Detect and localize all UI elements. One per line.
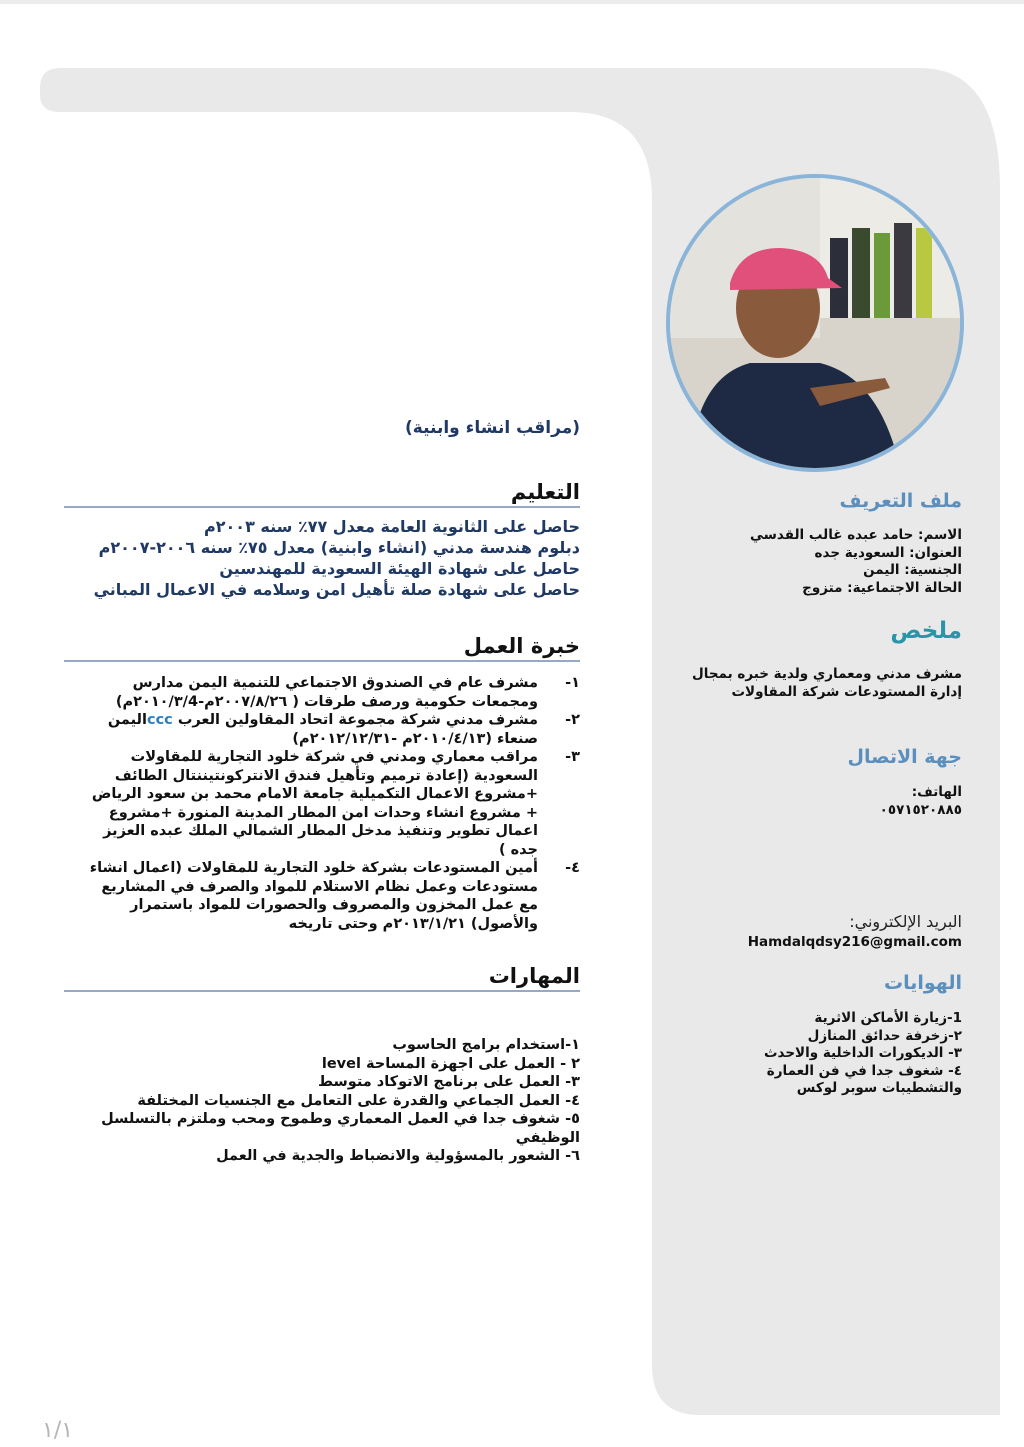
profile-name: الاسم: حامد عبده غالب القدسي [750, 527, 962, 543]
hobby-item: ٣- الديكورات الداخلية والاحدث [763, 1045, 962, 1061]
item-text: مراقب معماري ومدني في شركة خلود التجارية للمقاولات السعودية (إعادة ترميم وتأهيل فندق الانتركونتيننتال الطائف +مشروع الاعمال التكميلية جامعة الامام محمد بن سعود الرياض + مشروع انشاء وحدات امن المطار المدينة المنورة +مشروع اعمال تطوير وتنفيذ مدخل المطار الشمالي الملك عبده العزيز جده ) [91, 749, 538, 858]
skill-item: ٣- العمل على برنامج الاتوكاد متوسط [317, 1074, 580, 1090]
item-text: مشرف عام في الصندوق الاجتماعي للتنمية اليمن مدارس ومجمعات حكومية ورصف طرقات ( ٢٠٠٧/٨/٢٦م-٢٠١٠/٣/4م) [115, 675, 538, 710]
skill-item: ٢ - العمل على اجهزة المساحة level [321, 1055, 580, 1072]
item-number: ٢- [565, 712, 580, 728]
hobby-item: ٤- شغوف جدا في فن العمارة والتشطيبات سوبر لوكس [766, 1062, 962, 1096]
education-item: حاصل على شهادة الهيئة السعودية للمهندسين [219, 559, 580, 578]
profile-photo [666, 174, 964, 472]
job-title: (مراقب انشاء وابنية) [405, 418, 580, 438]
item-text-part: اليمن صنعاء (٢٠١٠/٤/١٣م -٢٠١٢/١٢/٣١م) [107, 712, 538, 747]
skill-item: ٦- الشعور بالمسؤولية والانضباط والجدية في العمل [216, 1148, 580, 1164]
experience-item [80, 711, 580, 748]
phone-label: الهاتف: [911, 784, 962, 800]
item-text-part: مشرف مدني شركة مجموعة اتحاد المقاولين العرب [172, 712, 538, 728]
profile-nationality: الجنسية: اليمن [863, 562, 962, 578]
profile-marital-status: الحالة الاجتماعية: متزوج [802, 579, 962, 596]
experience-heading: خبرة العمل [64, 634, 580, 662]
profile-details [662, 527, 962, 597]
hobbies-list [732, 1010, 962, 1098]
email-value[interactable]: Hamdalqdsy216@gmail.com [747, 934, 962, 950]
experience-item [80, 859, 580, 933]
summary-heading: ملخص [890, 618, 962, 644]
page-number: ١/١ [42, 1418, 74, 1443]
hobby-item: ٢-زخرفة حدائق المنازل [807, 1027, 962, 1044]
education-heading: التعليم [64, 480, 580, 508]
hobby-item: 1-زيارة الأماكن الاثرية [814, 1010, 962, 1026]
contact-heading: جهة الاتصال [847, 746, 962, 768]
experience-item [80, 748, 580, 859]
education-item: دبلوم هندسة مدني (انشاء وابنية) معدل ٧٥٪ سنه ٢٠٠٦-٢٠٠٧م [98, 538, 580, 557]
skill-item: ٤- العمل الجماعي والقدرة على التعامل مع الجنسيات المختلفة [137, 1092, 580, 1109]
hobbies-heading: الهوايات [884, 972, 962, 994]
item-number: ٣- [565, 749, 580, 765]
skills-list [80, 1036, 580, 1166]
summary-text: مشرف مدني ومعماري ولدية خبره بمجال إدارة المستودعات شركة المقاولات [692, 666, 962, 700]
education-item: حاصل على شهادة صلة تأهيل امن وسلامه في الاعمال المباني [93, 580, 580, 599]
skill-item: ٥- شغوف جدا في العمل المعماري وطموح ومحب وملتزم بالتسلسل الوظيفي [101, 1111, 580, 1146]
email-label: البريد الإلكتروني: [849, 912, 962, 931]
experience-list [80, 674, 580, 933]
item-text [80, 711, 538, 748]
skill-item: ١-استخدام برامج الحاسوب [392, 1037, 580, 1053]
skills-heading: المهارات [64, 964, 580, 992]
company-abbrev: ccc [146, 712, 173, 728]
profile-address: العنوان: السعودية جده [814, 544, 962, 561]
item-text: أمين المستودعات بشركة خلود التجارية للمقاولات (اعمال انشاء مستودعات وعمل نظام الاستلام للمواد والصرف في المشاريع مع عمل المخزون والمصروف والحصورات للمواد باستمرار والأصول) ٢٠١٣/١/٢١م وحتى تاريخه [89, 860, 538, 932]
profile-heading: ملف التعريف [839, 490, 962, 512]
education-item: حاصل على الثانوية العامة معدل ٧٧٪ سنه ٢٠٠٣م [204, 517, 580, 536]
item-number: ٤- [565, 860, 580, 876]
experience-item [80, 674, 580, 711]
item-number: ١- [565, 675, 580, 691]
education-list [60, 516, 580, 600]
phone-value: ٠٥٧١٥٢٠٨٨٥ [879, 802, 962, 818]
